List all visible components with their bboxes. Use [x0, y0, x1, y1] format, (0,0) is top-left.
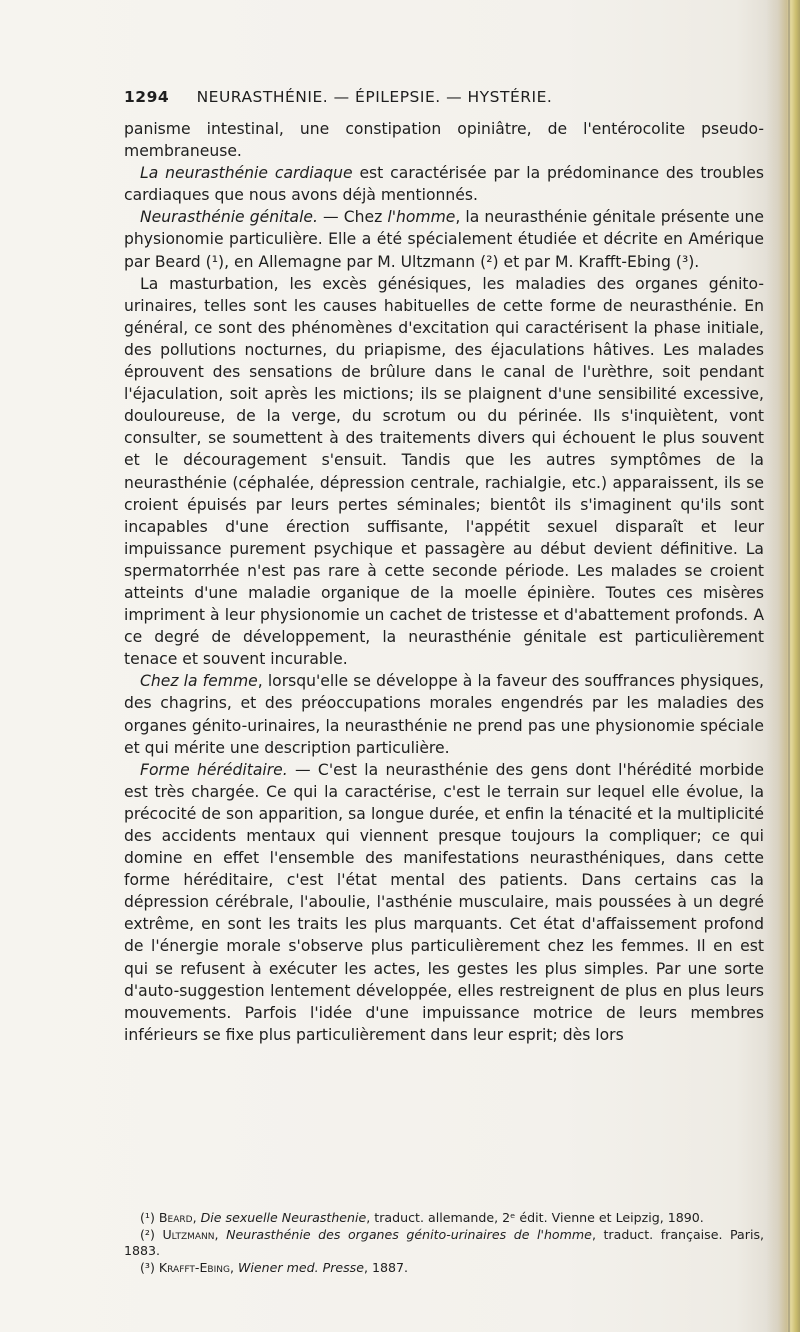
page-number: 1294: [124, 88, 170, 106]
paragraph-neurasthenie-genitale: Neurasthénie génitale. — Chez l'homme, la neurasthénie génitale présente une physionomie particulière. Elle a été spécialement étudiée et décrite en Amérique par Beard (¹), en Allemagne par M. Ultzmann (²) et par M. Krafft-Ebing (³).: [124, 208, 765, 271]
footnote-author: Ultzmann: [162, 1226, 215, 1242]
footnote-author: Krafft-Ebing: [158, 1259, 230, 1275]
paragraph-causes: La masturbation, les excès génésiques, les maladies des organes génito-urinaires, telles sont les causes habituelles de cette forme de neurasthénie. En général, ce sont des phénomènes d'excitation qui caractérisent la phase initiale, des pollutions nocturnes, du priapisme, des éjaculations hâtives. Les malades éprouvent des sensations de brûlure dans le canal de l'urèthre, soit pendant l'éjaculation, soit après les mictions; ils se plaignent d'une sensibilité excessive, douloureuse, de la verge, du scrotum ou du périnée. Ils s'inquiètent, vont consulter, se soumettent à des traitements divers qui échouent le plus souvent et le découragement s'ensuit. Tandis que les autres symptômes de la neurasthénie (céphalée, dépression centrale, rachialgie, etc.) apparaissent, ils se croient épuisés par leurs pertes séminales; bientôt ils s'imaginent qu'ils sont incapables d'une érection suffisante, l'appétit sexuel disparaît et leur impuissance purement psychique et passagère au début devient définitive. La spermatorrhée n'est pas rare à cette seconde période. Les malades se croient atteints d'une maladie organique de la moelle épinière. Toutes ces misères impriment à leur physionomie un cachet de tristesse et d'abattement profonds. A ce degré de développement, la neurasthénie génitale est particulièrement tenace et souvent incurable.: [124, 274, 764, 669]
paragraph: panisme intestinal, une constipation opiniâtre, de l'entérocolite pseudo-membraneuse.: [124, 120, 764, 161]
paragraph-lead: La neurasthénie cardiaque: [140, 164, 353, 183]
body-text: [124, 118, 764, 1046]
paragraph-forme-hereditaire: Forme héréditaire. — C'est la neurasthénie des gens dont l'hérédité morbide est très chargée. Ce qui la caractérise, c'est le terrain sur lequel elle évolue, la précocité de son apparition, sa longue durée, et enfin la ténacité et la multiplicité des accidents mentaux qui viennent presque toujours la compliquer; ce qui domine en effet l'ensemble des manifestations neurasthéniques, dans cette forme héréditaire, c'est l'état mental des patients. Dans certains cas la dépression cérébrale, l'aboulie, l'asthénie musculaire, mais poussées à un degré extrême, en sont les traits les plus marquants. Cet état d'affaissement profond de l'énergie morale s'observe plus particulièrement chez les femmes. Il en est qui se refusent à exécuter les actes, les gestes les plus simples. Par une sorte d'auto-suggestion lentement développée, elles restreignent de plus en plus leurs mouvements. Parfois l'idée d'une impuissance motrice de leurs membres inférieurs se fixe plus particulièrement dans leur esprit; dès lors: [124, 760, 764, 1044]
paragraph-lead: Neurasthénie génitale.: [140, 208, 318, 227]
paragraph-neurasthenie-cardiaque: La neurasthénie cardiaque est caractérisée par la prédominance des troubles cardiaques que nous avons déjà mentionnés.: [124, 164, 764, 205]
footnote-author: Beard: [158, 1210, 193, 1225]
footnote-title: Die sexuelle Neurasthenie: [200, 1210, 367, 1225]
footnote: (¹) Beard, Die sexuelle Neurasthenie, traduct. allemande, 2ᵉ édit. Vienne et Leipzig, 1890.: [140, 1210, 704, 1225]
footnote-title: Wiener med. Presse: [237, 1259, 364, 1275]
paragraph-lead: Chez la femme: [140, 672, 258, 691]
running-title: NEURASTHÉNIE. — ÉPILEPSIE. — HYSTÉRIE.: [196, 88, 553, 106]
footnotes: [124, 1210, 764, 1276]
footnote: (³) Krafft-Ebing, Wiener med. Presse, 1887.: [140, 1259, 409, 1275]
running-header: [124, 88, 764, 106]
page-edge-shadow: [766, 0, 800, 1332]
footnote: (²) Ultzmann, Neurasthénie des organes génito-urinaires de l'homme, traduct. française. Paris, 1883.: [124, 1226, 765, 1258]
page-edge-line: [788, 0, 790, 1332]
paragraph-lead: Forme héréditaire.: [140, 760, 288, 779]
paragraph-chez-la-femme: Chez la femme, lorsqu'elle se développe à la faveur des souffrances physiques, des chagrins, et des préoccupations morales engendrés par les maladies des organes génito-urinaires, la neurasthénie ne prend pas une physionomie spéciale et qui mérite une description particulière.: [124, 672, 764, 757]
footnote-title: Neurasthénie des organes génito-urinaires de l'homme: [226, 1226, 592, 1242]
